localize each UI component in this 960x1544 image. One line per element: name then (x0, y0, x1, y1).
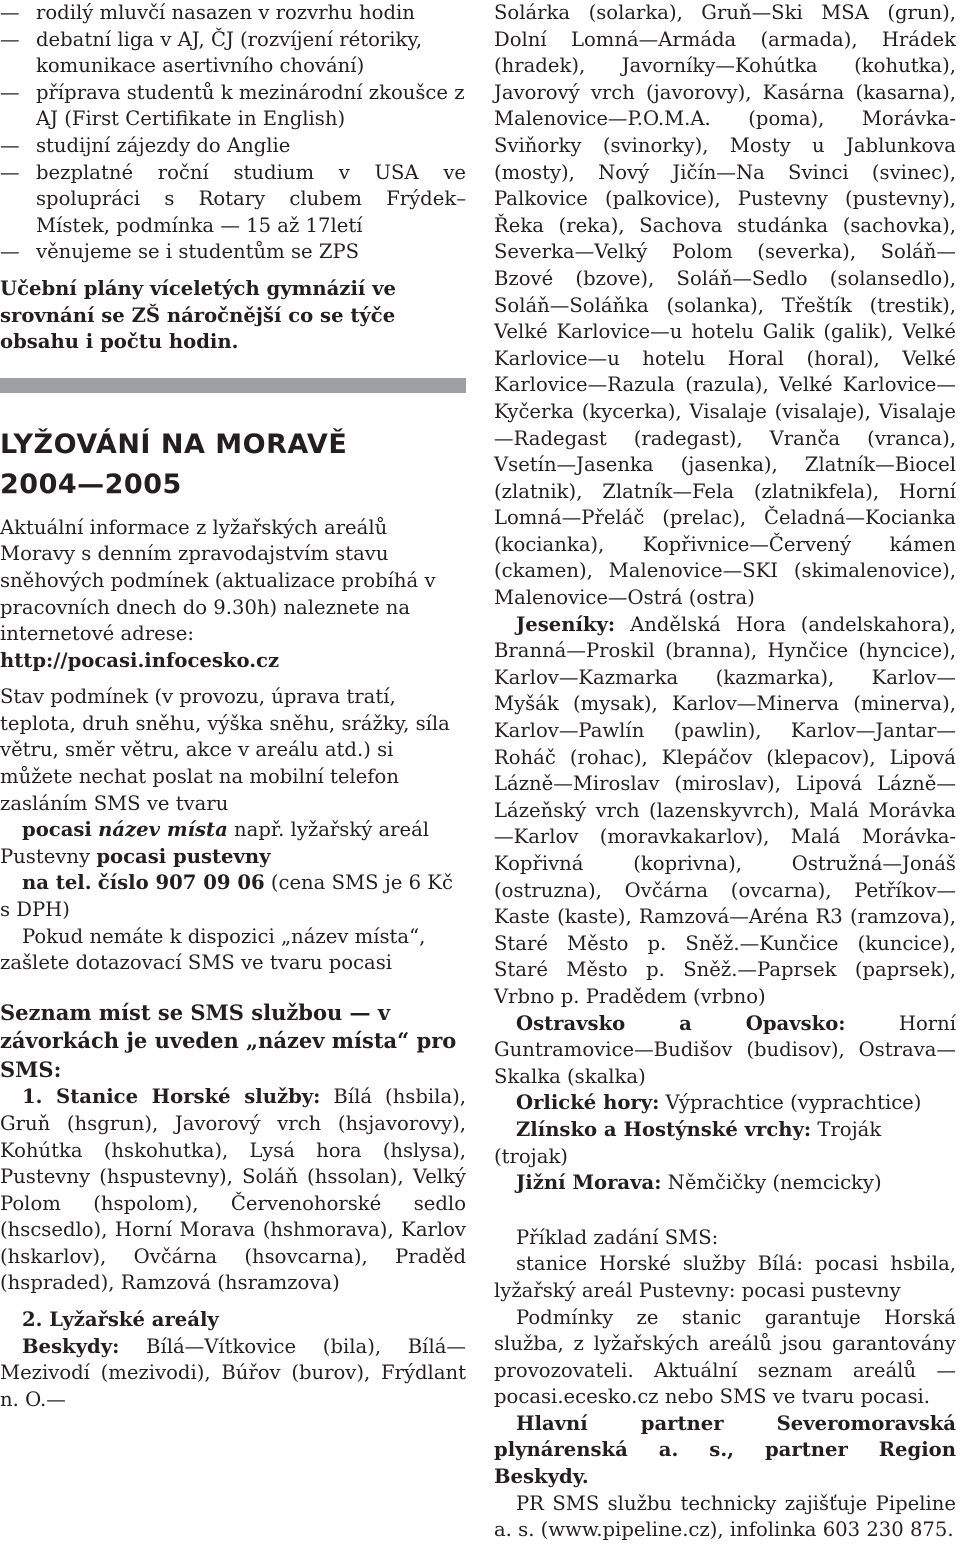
ostravsko-text: Horní Guntramovice—Budišov (budisov), Ostrava—Skalka (skalka) (494, 1011, 956, 1088)
sms-tel-label: na tel. (22, 871, 92, 895)
right-column (494, 0, 956, 1544)
section-orlicke (494, 1090, 956, 1117)
sms-example-prefix: např. lyžařský areál Pustevny (0, 818, 430, 868)
jizni-text: Němčičky (nemcicky) (661, 1171, 882, 1195)
section-jizni (494, 1170, 956, 1197)
section-ostravsko (494, 1011, 956, 1091)
section-divider (0, 378, 466, 393)
section-jeseniky (494, 612, 956, 1011)
bullet-item: — debatní liga v AJ, ČJ (rozvíjení rétoriky, komunikace asertivního chování) (0, 27, 466, 80)
jeseniky-text: Andělská Hora (andelskahora), Branná—Proskil (branna), Hynčice (hyncice), Karlov—Kazmarka (kazmarka), Karlov—Myšák (mysak), Karlov—Minerva (minerva), Karlov—Pawlín (pawlin), Karlov—Jantar—Roháč (rohac), Klepáčov (klepacov), Lipová Lázně—Miroslav (miroslav), Lipová Lázně—Lázeňský vrch (lazenskyvrch), Malá Morávka—Karlov (moravkakarlov), Malá Morávka-Kopřivná (koprivna), Ostružná—Jonáš (ostruzna), Ovčárna (ovcarna), Petříkov—Kaste (kaste), Ramzová—Aréna R3 (ramzova), Staré Město p. Sněž.—Kunčice (kuncice), Staré Město p. Sněž.—Paprsek (paprsek), Vrbno p. Pradědem (vrbno) (494, 612, 956, 1008)
zlinsko-text: Troják (trojak) (494, 1117, 882, 1168)
section2-label: 2. Lyžařské areály (22, 1308, 219, 1332)
beskydy-continued: Solárka (solarka), Gruň—Ski MSA (grun), Dolní Lomná—Armáda (armada), Hrádek (hradek), Javorníky—Kohútka (kohutka), Javorový vrch (javorovy), Kasárna (kasarna), Malenovice—P.O.M.A. (poma), Morávka-Sviňorky (svinorky), Mosty u Jablunkova (mosty), Nový Jičín—Na Svinci (svinec), Palkovice (palkovice), Pustevny (pustevny), Řeka (reka), Sachova studánka (sachovka), Severka—Velký Polom (severka), Soláň—Bzové (bzove), Soláň—Sedlo (solansedlo), Soláň—Soláňka (solanka), Třeštík (trestik), Velké Karlovice—u hotelu Galik (galik), Velké Karlovice—u hotelu Horal (horal), Velké Karlovice—Razula (razula), Velké Karlovice—Kyčerka (kycerka), Visalaje (visalaje), Visalaje—Radegast (radegast), Vranča (vranca), Vsetín—Jasenka (jasenka), Zlatník—Biocel (zlatnik), Zlatník—Fela (zlatnikfela), Horní Lomná—Přeláč (prelac), Čeladná—Kocianka (kocianka), Kopřivnice—Červený kámen (ckamen), Malenovice—SKI (skimalenovice), Malenovice—Ostrá (ostra) (494, 1, 956, 610)
info-url: http://pocasi.infocesko.cz (0, 648, 280, 672)
bullet-item: — studijní zájezdy do Anglie (0, 133, 466, 160)
bullet-item: — příprava studentů k mezinárodní zkoušce z AJ (First Certifikate in English) (0, 80, 466, 133)
beskydy-label: Beskydy: (22, 1334, 120, 1358)
partner-paragraph: Hlavní partner Severomoravská plynárenská a. s., partner Region Beskydy. (494, 1411, 956, 1489)
section-zlinsko (494, 1117, 956, 1170)
ostravsko-label: Ostravsko a Opavsko: (516, 1011, 846, 1035)
example-text: stanice Horské služby Bílá: pocasi hsbila, lyžařský areál Pustevny: pocasi pustevny (494, 1252, 956, 1302)
sms-price: (cena SMS je 6 Kč s DPH) (0, 871, 453, 922)
beskydy-text: Bílá—Vítkovice (bila), Bílá—Mezivodí (mezivodi), Búřov (burov), Frýdlant n. O.— (0, 1334, 466, 1411)
section1-label: 1. Stanice Horské služby: (22, 1085, 321, 1109)
section-beskydy (0, 1334, 466, 1414)
zlinsko-label: Zlínsko a Hostýnské vrchy: (516, 1117, 812, 1141)
sms-command-word: pocasi (22, 818, 92, 842)
bullet-item: — rodilý mluvčí nasazen v rozvrhu hodin (0, 0, 466, 27)
sms-instructions: Stav podmínek (v provozu, úprava tratí, teplota, druh sněhu, výška sněhu, srážky, síla větru, směr větru, akce v areálu atd.) si můžete nechat poslat na mobilní telefon zasláním SMS ve tvaru (0, 685, 450, 815)
sms-example-command: pocasi pustevny (96, 844, 271, 868)
article-heading: LYŽOVÁNÍ NA MORAVĚ (0, 428, 348, 460)
section1-text: Bílá (hsbila), Gruň (hsgrun), Javorový vrch (hsjavorovy), Kohútka (hskohutka), Lysá hora (hslysa), Pustevny (hspustevny), Soláň (hssolan), Velký Polom (hspolom), Červenohorské sedlo (hscsedlo), Horní Morava (hshmorava), Karlov (hskarlov), Ovčárna (hsovcarna), Praděd (hspraded), Ramzová (hsramzova) (0, 1085, 466, 1295)
example-label: Příklad zadání SMS: (516, 1225, 719, 1249)
pr-paragraph: PR SMS službu technicky zajišťuje Pipeline a. s. (www.pipeline.cz), infolinka 603 230 875. (494, 1491, 956, 1542)
sms-paragraph (0, 684, 466, 923)
bullet-item: — věnujeme se i studentům se ZPS (0, 239, 466, 266)
orlicke-text: Výprachtice (vyprachtice) (659, 1091, 922, 1115)
sms-list-heading: Seznam míst se SMS službou — v závorkách je uveden „název místa“ pro SMS: (0, 999, 457, 1082)
bullet-item: — bezplatné roční studium v USA ve spolupráci s Rotary clubem Frýdek–Místek, podmínka — 15 až 17letí (0, 160, 466, 240)
section-horska-sluzba (0, 1084, 466, 1297)
sms-command-place: název místa (98, 818, 228, 842)
jizni-label: Jižní Morava: (516, 1171, 662, 1195)
sms-query-paragraph: Pokud nemáte k dispozici „název místa“, zašlete dotazovací SMS ve tvaru pocasi (0, 924, 426, 975)
curriculum-note: Učební plány víceletých gymnázií ve srovnání se ZŠ náročnější co se týče obsahu i počtu hodin. (0, 276, 396, 354)
article-season: 2004—2005 (0, 468, 182, 500)
orlicke-label: Orlické hory: (516, 1091, 660, 1115)
sms-tel-number: číslo 907 09 06 (97, 871, 265, 895)
conditions-paragraph: Podmínky ze stanic garantuje Horská služba, z lyžařských areálů jsou garantovány provozovateli. Aktuální seznam areálů — pocasi.ecesko.cz nebo SMS ve tvaru pocasi. (494, 1305, 956, 1409)
left-column (0, 0, 466, 1413)
jeseniky-label: Jeseníky: (516, 612, 616, 636)
intro-paragraph: Aktuální informace z lyžařských areálů Moravy s denním zpravodajstvím stavu sněhových podmínek (aktualizace probíhá v pracovních dnech do 9.30h) naleznete na internetové adrese: (0, 515, 436, 646)
